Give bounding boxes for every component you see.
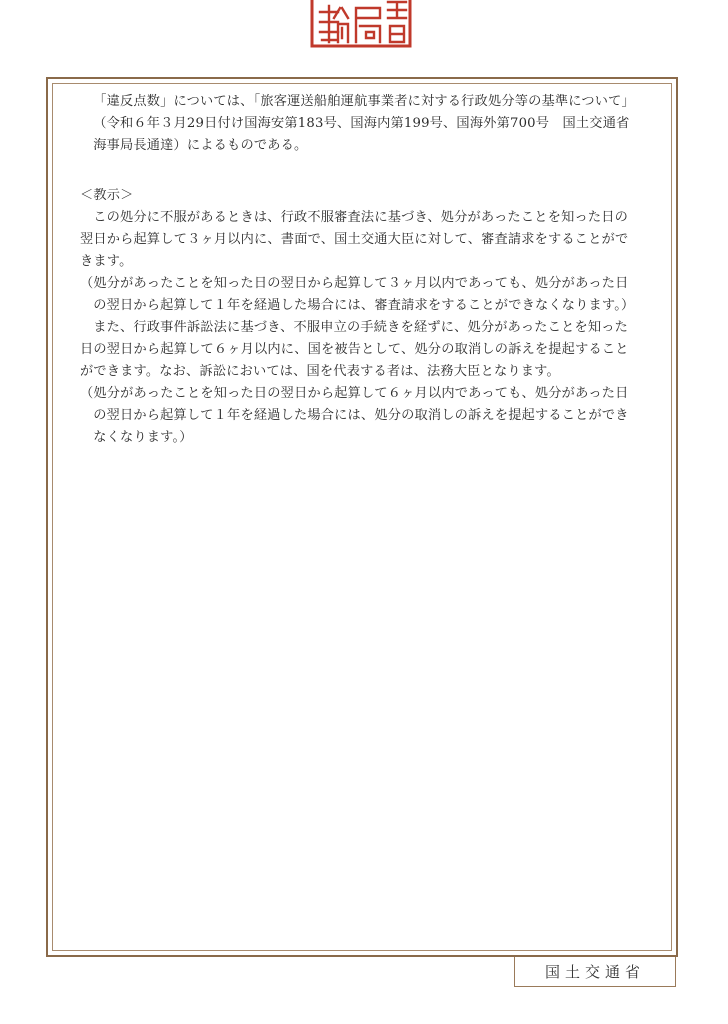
ministry-footer (514, 957, 676, 987)
violation-points-text: 「違反点数」については、「旅客運送船舶運航事業者に対する行政処分等の基準について」 (93, 94, 635, 109)
reference-note: （令和６年３月29日付け国海安第183号、国海内第199号、国海外第700号 国土交通省海事局長通達）によるものである。 (93, 116, 630, 153)
official-seal (308, 0, 414, 50)
appeal-paragraph: この処分に不服があるときは、行政不服審査法に基づき、処分があったことを知った日の翌日から起算して３ヶ月以内に、書面で、国土交通大臣に対して、審査請求をすることができます。 (80, 210, 629, 269)
appeal-note: （処分があったことを知った日の翌日から起算して３ヶ月以内であっても、処分があった日の翌日から起算して１年を経過した場合には、審査請求をすることができなくなります。） (80, 276, 635, 313)
document-body (80, 91, 640, 449)
instruction-heading: ＜教示＞ (80, 188, 134, 203)
lawsuit-note: （処分があったことを知った日の翌日から起算して６ヶ月以内であっても、処分があった日の翌日から起算して１年を経過した場合には、処分の取消しの訴えを提起することができなくなります。） (80, 386, 629, 445)
ministry-name: 国土交通省 (544, 963, 645, 981)
lawsuit-paragraph: また、行政事件訴訟法に基づき、不服申立の手続きを経ずに、処分があったことを知った日の翌日から起算して６ヶ月以内に、国を被告として、処分の取消しの訴えを提起することができます。なお、訴訟においては、国を代表する者は、法務大臣となります。 (80, 320, 629, 379)
